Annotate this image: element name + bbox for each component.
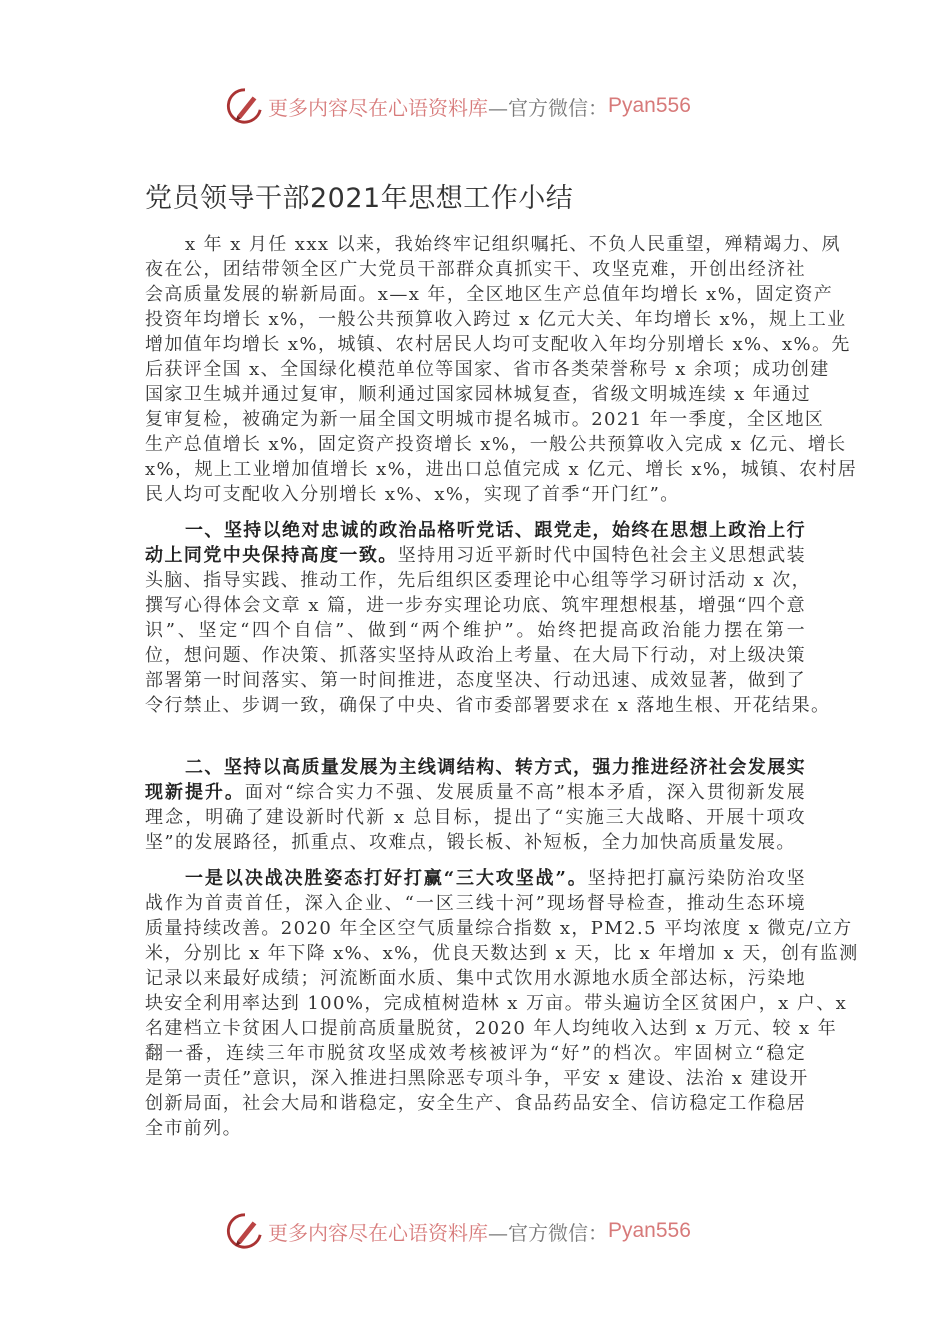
text-line: [145, 668, 806, 693]
body-text: 识”、坚定“四个自信”、做到“两个维护”。始终把提高政治能力摆在第一: [145, 620, 806, 641]
body-text: 块安全利用率达到 100%，完成植树造林 x 万亩。带头遍访全区贫困户，x 户、x: [145, 993, 848, 1014]
text-line: [145, 916, 853, 941]
text-line: [145, 1041, 806, 1066]
text-line: [145, 457, 858, 482]
text-line: [145, 830, 806, 855]
text-line: [145, 332, 851, 357]
text-line: [145, 232, 841, 257]
text-line: [145, 357, 830, 382]
header-watermark: [226, 86, 691, 126]
body-text: 增加值年均增长 x%，城镇、农村居民人均可支配收入年均分别增长 x%、x%。先: [145, 334, 851, 355]
body-text: 坚”的发展路径，抓重点、攻难点，锻长板、补短板，全力加快高质量发展。: [145, 832, 796, 853]
body-text: 会高质量发展的崭新局面。x—x 年，全区地区生产总值年均增长 x%，固定资产: [145, 284, 834, 305]
watermark-label: —官方微信：: [488, 95, 608, 120]
paragraph-subsection-1: [145, 866, 859, 1141]
document-title: 党员领导干部2021年思想工作小结: [145, 183, 574, 214]
text-line: [145, 866, 806, 891]
body-text: 理念，明确了建设新时代新 x 总目标，提出了“实施三大战略、开展十项攻: [145, 807, 806, 828]
body-text: 撰写心得体会文章 x 篇，进一步夯实理论功底、筑牢理想根基，增强“四个意: [145, 595, 806, 616]
watermark-text: 更多内容尽在心语资料库: [268, 1220, 488, 1245]
pen-logo-icon: [226, 1212, 264, 1250]
text-line: [145, 518, 806, 543]
body-text: 创新局面，社会大局和谐稳定，安全生产、食品药品安全、信访稳定工作稳居: [145, 1093, 806, 1114]
text-line: [145, 307, 847, 332]
text-line: [145, 543, 806, 568]
body-text: 令行禁止、步调一致，确保了中央、省市委部署要求在 x 落地生根、开花结果。: [145, 695, 831, 716]
body-text: 生产总值增长 x%，固定资产投资增长 x%，一般公共预算收入完成 x 亿元、增长: [145, 434, 847, 455]
body-text: 民人均可支配收入分别增长 x%、x%，实现了首季“开门红”。: [145, 484, 680, 505]
body-text: x%，规上工业增加值增长 x%，进出口总值完成 x 亿元、增长 x%，城镇、农村居: [145, 459, 858, 480]
body-text: 位，想问题、作决策、抓落实坚持从政治上考量、在大局下行动，对上级决策: [145, 645, 806, 666]
text-line: [145, 805, 806, 830]
text-line: [145, 1016, 838, 1041]
watermark-label: —官方微信：: [488, 1220, 608, 1245]
bold-heading-text: 二、坚持以高质量发展为主线调结构、转方式，强力推进经济社会发展实: [185, 757, 806, 778]
watermark-text: 更多内容尽在心语资料库: [268, 95, 488, 120]
text-line: [145, 568, 811, 593]
body-text: 部署第一时间落实、第一时间推进，态度坚决、行动迅速、成效显著，做到了: [145, 670, 806, 691]
body-text: 夜在公，团结带领全区广大党员干部群众真抓实干、攻坚克难，开创出经济社: [145, 259, 806, 280]
body-text: 坚持把打赢污染防治攻坚: [587, 868, 807, 889]
text-line: [145, 643, 806, 668]
text-line: [145, 282, 834, 307]
text-line: [145, 941, 859, 966]
text-line: [145, 382, 811, 407]
body-text: 质量持续改善。2020 年全区空气质量综合指数 x，PM2.5 平均浓度 x 微克/立方: [145, 918, 853, 939]
text-line: [145, 780, 806, 805]
paragraph-section-1: [145, 518, 831, 718]
text-line: [145, 432, 847, 457]
bold-heading-text: 动上同党中央保持高度一致。: [145, 545, 398, 566]
body-text: 记录以来最好成绩；河流断面水质、集中式饮用水源地水质全部达标，污染地: [145, 968, 806, 989]
text-line: [145, 1066, 809, 1091]
text-line: [145, 966, 806, 991]
body-text: 复审复检，被确定为新一届全国文明城市提名城市。2021 年一季度，全区地区: [145, 409, 825, 430]
body-text: 是第一责任”意识，深入推进扫黑除恶专项斗争，平安 x 建设、法治 x 建设开: [145, 1068, 809, 1089]
text-line: [145, 407, 825, 432]
body-text: 面对“综合实力不强、发展质量不高”根本矛盾，深入贯彻新发展: [244, 782, 806, 803]
text-line: [145, 991, 848, 1016]
text-line: [145, 1091, 806, 1116]
paragraph-intro: [145, 232, 858, 507]
body-text: 名建档立卡贫困人口提前高质量脱贫，2020 年人均纯收入达到 x 万元、较 x 年: [145, 1018, 838, 1039]
text-line: [145, 1116, 806, 1141]
bold-heading-text: 一是以决战决胜姿态打好打赢“三大攻坚战”。: [185, 868, 588, 889]
body-text: 投资年均增长 x%，一般公共预算收入跨过 x 亿元大关、年均增长 x%，规上工业: [145, 309, 847, 330]
text-line: [145, 482, 806, 507]
body-text: x 年 x 月任 xxx 以来，我始终牢记组织嘱托、不负人民重望，殚精竭力、夙: [185, 234, 841, 255]
text-line: [145, 257, 806, 282]
text-line: [145, 693, 831, 718]
body-text: 全市前列。: [145, 1118, 242, 1139]
body-text: 国家卫生城并通过复审，顺利通过国家园林城复查，省级文明城连续 x 年通过: [145, 384, 811, 405]
text-line: [145, 593, 806, 618]
body-text: 头脑、指导实践、推动工作，先后组织区委理论中心组等学习研讨活动 x 次，: [145, 570, 811, 591]
text-line: [145, 755, 806, 780]
body-text: 米，分别比 x 年下降 x%、x%，优良天数达到 x 天，比 x 年增加 x 天，创有监测: [145, 943, 859, 964]
watermark-wechat-id: Pyan556: [608, 1219, 691, 1242]
bold-heading-text: 一、坚持以绝对忠诚的政治品格听党话、跟党走，始终在思想上政治上行: [185, 520, 806, 541]
bold-heading-text: 现新提升。: [145, 782, 245, 803]
footer-watermark: [226, 1211, 691, 1251]
text-line: [145, 891, 806, 916]
body-text: 后获评全国 x、全国绿化模范单位等国家、省市各类荣誉称号 x 余项；成功创建: [145, 359, 830, 380]
watermark-wechat-id: Pyan556: [608, 94, 691, 117]
text-line: [145, 618, 806, 643]
body-text: 战作为首责首任，深入企业、“一区三线十河”现场督导检查，推动生态环境: [145, 893, 806, 914]
pen-logo-icon: [226, 87, 264, 125]
body-text: 坚持用习近平新时代中国特色社会主义思想武装: [397, 545, 806, 566]
paragraph-section-2: [145, 755, 806, 855]
body-text: 翻一番，连续三年市脱贫攻坚成效考核被评为“好”的档次。牢固树立“稳定: [145, 1043, 806, 1064]
